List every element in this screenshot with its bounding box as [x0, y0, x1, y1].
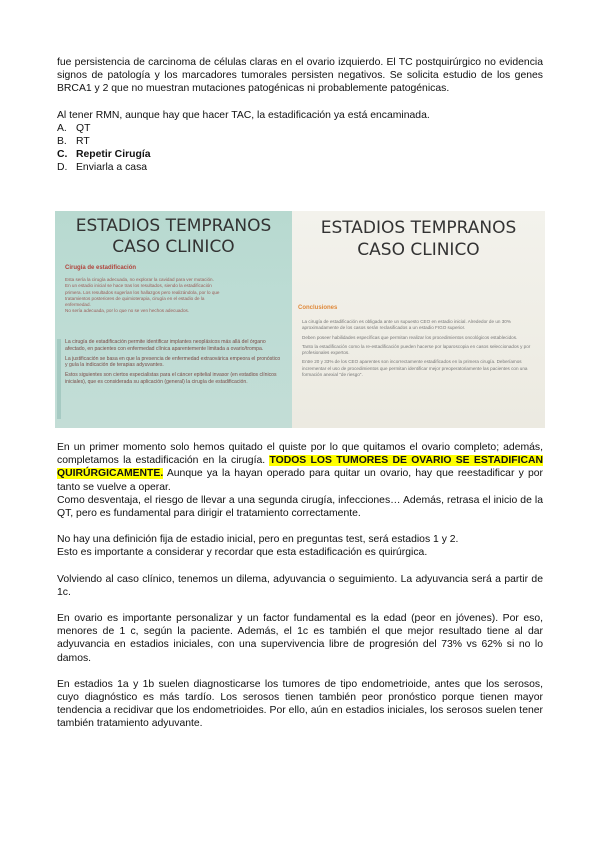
paragraph-edad: En ovario es importante personalizar y un factor fundamental es la edad (peor en jóvenes). Por eso, menores de 1 c, según la paciente. Además, el 1c es también el que mejor resultado tiene al dar adyuvancia en estadios iniciales, con una supervivencia libre de progresión del 73% vs 62% si no lo damos.	[57, 613, 543, 664]
paragraph-histologia: En estadios 1a y 1b suelen diagnosticarse los tumores de tipo endometrioide, antes que los serosos, cuyo diagnóstico es más tardío. Los serosos tienen también peor pronóstico porque tienen mayor tendencia a recidivar que los endometrioides. Por ello, aún en estadios iniciales, los serosos suelen tener también tratamiento adyuvante.	[57, 678, 543, 730]
intro-section	[57, 56, 543, 175]
slide-right-subtitle: Conclusiones	[298, 305, 338, 311]
slide-left-accent-bar	[57, 339, 61, 419]
body-section	[57, 441, 543, 744]
slides-image	[55, 211, 545, 428]
option-d: D. Enviarla a casa	[57, 162, 148, 174]
intro-paragraph: fue persistencia de carcinoma de células claras en el ovario izquierdo. El TC postquirúrgico no evidencia signos de patología y los marcadores tumorales persisten negativos. Se solicita estudio de los genes BRCA1 y 2 que no muestran mutaciones patogénicas ni probablemente patogénicas.	[57, 57, 543, 95]
answer-options	[57, 122, 543, 175]
slide-left-text-bottom: La cirugía de estadificación permite identificar implantes neoplásicos más allá del órgano afectado, en pacientes con enfermedad clínica aparentemente limitada a ovario/trompa. La justificación se basa en que la presencia de enfermedad extraovárica empeora el pronóstico y guía la indicación de terapias adyuvantes. Estos siguientes son ciertos especialistas para el cáncer epitelial invasor (en estadios clínicos iniciales), que es considerada su aplicación (general) la cirugía de estadificación.	[65, 339, 281, 385]
slide-left-title-line1: ESTADIOS TEMPRANOS	[75, 216, 272, 236]
paragraph-dilema: Volviendo al caso clínico, tenemos un dilema, adyuvancia o seguimiento. La adyuvancia será a partir de 1c.	[57, 573, 543, 598]
slide-left-title-line2: CASO CLINICO	[112, 237, 235, 257]
slide-left-subtitle: Cirugía de estadificación	[65, 265, 137, 271]
slide-right	[292, 211, 545, 428]
slide-left-text-top: Esta sería la cirugía adecuada, no explorar la cavidad para ver mutación. En un estadio inicial se hace tras los resultados, siendo la estadificación primera. Los resultados sugerían los hallazgos pero realizándola, por lo que tratamientos posteriores de quimioterapia, cirugía en el estadio de la enfermedad. No sería adecuada, por lo que no se ven hechos adecuados.	[65, 277, 220, 314]
slide-right-title-line1: ESTADIOS TEMPRANOS	[320, 218, 517, 238]
slide-left	[55, 211, 292, 428]
slide-right-title-line2: CASO CLINICO	[357, 240, 480, 260]
option-a: A. QT	[57, 122, 91, 134]
slide-right-text: La cirugía de estadificación es obligada ante un supuesto CEO en estadio inicial. Alrededor de un 30% aproximadamente de los casos serán reclasificados a un estadio FIGO superior. Deben poseer habilidades específicas que permitan realizar los procedimientos oncológicos establecidos. Tanto la estadificación como la re-estadificación pueden hacerse por laparoscopia en casos seleccionados y por profesionales expertos. Entre 20 y 33% de los CEO aparentes son incorrectamente estadificados en la primera cirugía. Deberíamos incrementar el uso de procedimientos que permitan identificar mejor preoperatoriamente las pacientes con una formación anexial "de riesgo".	[302, 319, 531, 378]
option-b: B. RT	[57, 136, 90, 148]
paragraph-estadificacion: En un primer momento solo hemos quitado el quiste por lo que quitamos el ovario completo; además, completamos la estadificación en la cirugía. TODOS LOS TUMORES DE OVARIO SE ESTADIFICAN QUIRÚRGICAMENTE. Aunque ya la hayan operado para quitar un ovario, hay que reestadificar y por tanto se vuelve a operar. Como desventaja, el riesgo de llevar a una segunda cirugía, infecciones… Además, retrasa el inicio de la QT, pero es fundamental para dirigir el tratamiento correctamente.	[57, 442, 543, 520]
paragraph-estadio-inicial: No hay una definición fija de estadio inicial, pero en preguntas test, será estadios 1 y 2. Esto es importante a considerar y recordar que esta estadificación es quirúrgica.	[57, 534, 459, 559]
option-c-correct: C. Repetir Cirugía	[57, 149, 151, 161]
question-text: Al tener RMN, aunque hay que hacer TAC, la estadificación ya está encaminada.	[57, 109, 430, 121]
highlighted-statement: TODOS LOS TUMORES DE OVARIO SE ESTADIFICAN QUIRÚRGICAMENTE.	[57, 455, 543, 480]
